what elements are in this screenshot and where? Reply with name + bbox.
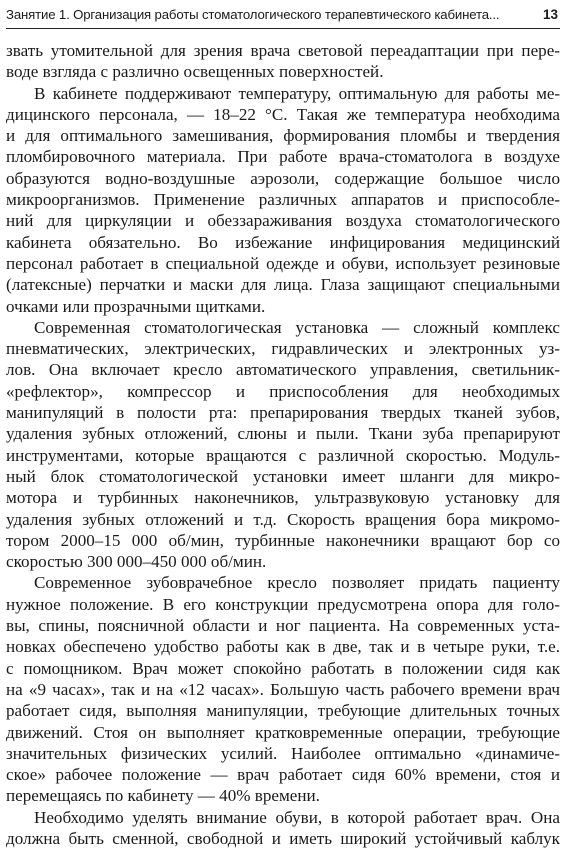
text-line: работает сидя, выполняя манипуляции, требующие длительных точных — [6, 701, 560, 721]
text-line: с помощником. Врач может спокойно работать в положении сидя как — [6, 658, 560, 678]
text-line: значительных физических усилий. Наиболее оптимально «динамиче- — [6, 743, 560, 763]
running-title: Занятие 1. Организация работы стоматологического терапевтического кабинета... — [6, 7, 500, 22]
text-line: Необходимо уделять внимание обуви, в которой работает врач. Она — [34, 807, 560, 827]
text-line: ское» рабочее положение — врач работает сидя 60% времени, стоя и — [6, 765, 560, 785]
text-line: вы, спины, поясничной области и ног пациента. На современных уста- — [6, 616, 560, 636]
text-line: новках обеспечено удобство работы как в две, так и в четыре руки, т.е. — [6, 637, 560, 657]
text-line: и для оптимального замешивания, формирования пломбы и твердения — [6, 126, 560, 146]
text-line: Современная стоматологическая установка — сложный комплекс — [34, 317, 560, 337]
text-line: дицинского персонала, — 18–22 °С. Такая же температура необходима — [6, 104, 560, 124]
text-line: лов. Она включает кресло автоматического управления, светильник- — [6, 360, 560, 380]
text-line: В кабинете поддерживают температуру, оптимальную для работы ме- — [34, 83, 560, 103]
text-line: (латексные) перчатки и маски для лица. Глаза защищают специальными — [6, 275, 560, 295]
text-line: удаления зубных отложений, слюны и пыли. Ткани зуба препарируют — [6, 424, 560, 444]
text-line: тором 2000–15 000 об/мин, турбинные наконечники вращают бор со — [6, 530, 560, 550]
text-line: микроорганизмов. Применение различных аппаратов и приспособле- — [6, 190, 560, 210]
text-line: пломбировочного материала. При работе врача-стоматолога в воздухе — [6, 147, 560, 167]
text-line: на «9 часах», так и на «12 часах». Большую часть рабочего времени врач — [6, 679, 560, 699]
text-line: скоростью 300 000–450 000 об/мин. — [6, 552, 267, 572]
text-line: очками или прозрачными щитками. — [6, 296, 266, 316]
page-number: 13 — [542, 7, 558, 22]
text-line: звать утомительной для зрения врача световой переадаптации при пере- — [6, 41, 560, 60]
text-line: удаления зубных отложений и т.д. Скорость вращения бора микромо- — [6, 509, 560, 529]
text-line: воде взгляда с различно освещенных поверхностей. — [6, 62, 384, 82]
paragraph — [6, 317, 560, 573]
paragraph — [6, 572, 560, 806]
text-line: манипуляций в полости рта: препарирования твердых тканей зубов, — [6, 403, 560, 423]
header-rule — [6, 28, 560, 29]
paragraph — [6, 807, 560, 849]
text-line: нужное положение. В его конструкции предусмотрена опора для голо- — [6, 594, 560, 614]
text-line: ний для циркуляции и обеззараживания воздуха стоматологического — [6, 211, 560, 231]
text-line: Современное зубоврачебное кресло позволяет придать пациенту — [34, 573, 560, 593]
text-line: кабинета обязательно. Во избежание инфицирования медицинский — [6, 232, 560, 252]
text-line: перемещаясь по кабинету — 40% времени. — [6, 786, 320, 806]
text-line: образуются водно-воздушные аэрозоли, содержащие большое число — [6, 168, 560, 188]
text-line: «рефлектор», компрессор и приспособления для необходимых — [6, 381, 560, 401]
paragraph — [6, 83, 560, 317]
text-line: персонал работает в специальной одежде и обуви, использует резиновые — [6, 253, 560, 273]
text-line: мотора и турбинных наконечников, ультразвуковую установку для — [6, 488, 560, 508]
text-line: инструментами, которые вращаются с различной скоростью. Модуль- — [6, 445, 560, 465]
text-line: движений. Стоя он выполняет кратковременные операции, требующие — [6, 722, 560, 742]
running-header — [6, 5, 560, 25]
text-line: должна быть сменной, свободной и иметь широкий устойчивый каблук — [6, 828, 560, 848]
body-text — [6, 40, 560, 849]
text-line: пневматических, электрических, гидравлических и электронных уз- — [6, 339, 560, 359]
text-line: ный блок стоматологической установки имеет шланги для микро- — [6, 466, 560, 486]
paragraph-continuation — [6, 40, 560, 83]
